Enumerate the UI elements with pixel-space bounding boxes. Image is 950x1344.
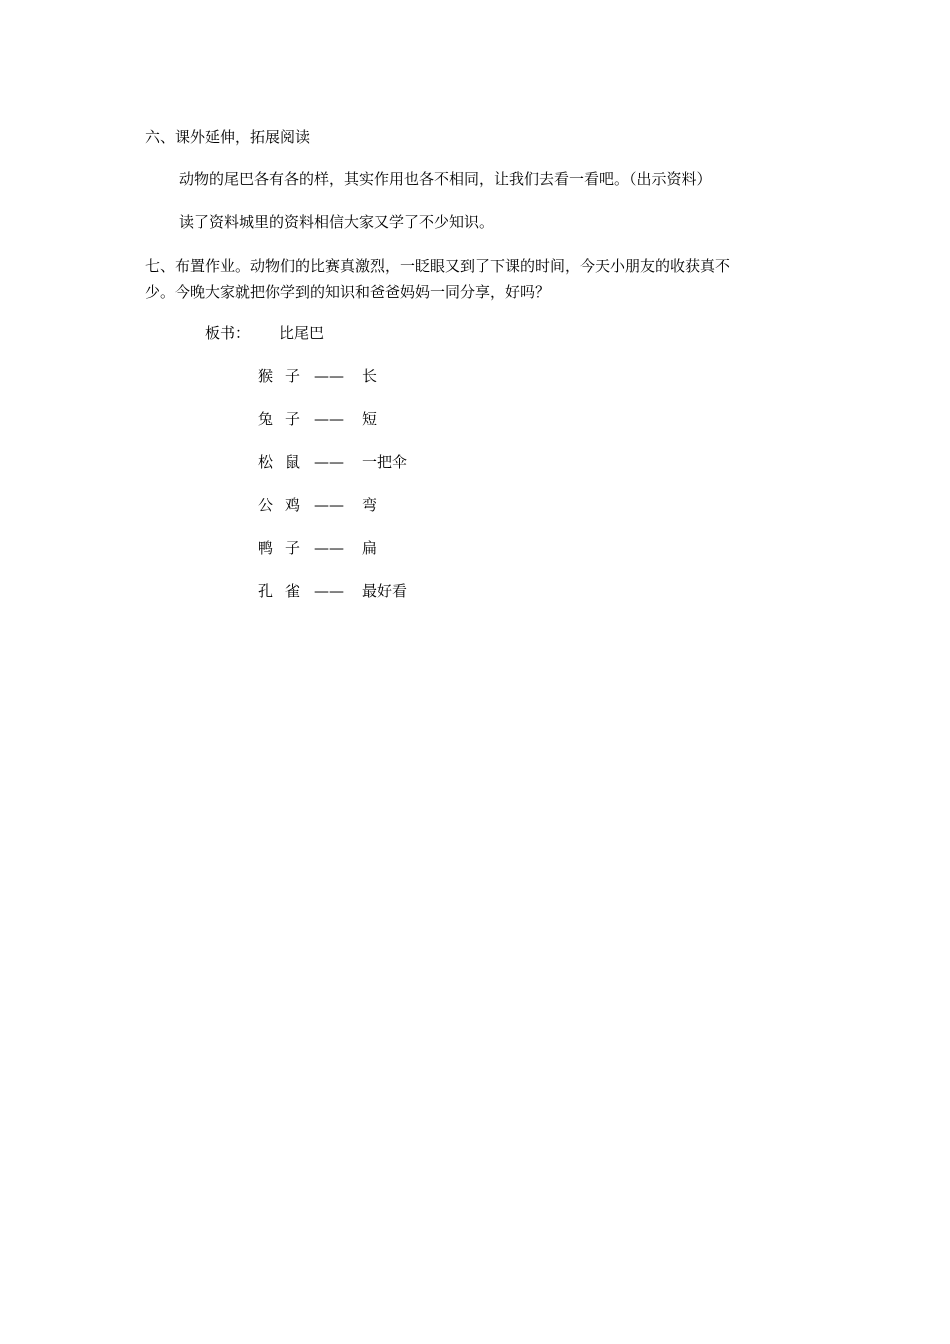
- board-row-animal: 兔子: [258, 410, 313, 428]
- board-title: 比尾巴: [279, 324, 325, 342]
- board-row-animal: 鸭子: [258, 539, 313, 557]
- section-7-line-2: 少。今晚大家就把你学到的知识和爸爸妈妈一同分享，好吗？: [145, 283, 551, 301]
- board-row-dash: ——: [314, 539, 344, 557]
- board-row-dash: ——: [314, 367, 344, 385]
- board-row-animal: 孔雀: [258, 582, 313, 600]
- board-row-animal: 猴子: [258, 367, 313, 385]
- section-6-heading: 六、课外延伸，拓展阅读: [145, 128, 311, 146]
- board-row-animal: 松鼠: [258, 453, 313, 471]
- board-row-dash: ——: [314, 410, 344, 428]
- board-row-trait: 一把伞: [362, 453, 408, 471]
- board-row-trait: 短: [362, 410, 378, 428]
- board-row-trait: 扁: [362, 539, 378, 557]
- board-row-trait: 长: [362, 367, 378, 385]
- board-row-dash: ——: [314, 453, 344, 471]
- board-row-animal: 公鸡: [258, 496, 313, 514]
- board-row-trait: 最好看: [362, 582, 408, 600]
- board-row-trait: 弯: [362, 496, 378, 514]
- board-row-dash: ——: [314, 582, 344, 600]
- section-6-paragraph-1: 动物的尾巴各有各的样，其实作用也各不相同，让我们去看一看吧。（出示资料）: [179, 170, 712, 188]
- board-row-dash: ——: [314, 496, 344, 514]
- section-7-line-1: 七、布置作业。动物们的比赛真激烈，一眨眼又到了下课的时间，今天小朋友的收获真不: [145, 257, 731, 275]
- section-6-paragraph-2: 读了资料城里的资料相信大家又学了不少知识。: [179, 213, 495, 231]
- board-label: 板书：: [205, 324, 251, 342]
